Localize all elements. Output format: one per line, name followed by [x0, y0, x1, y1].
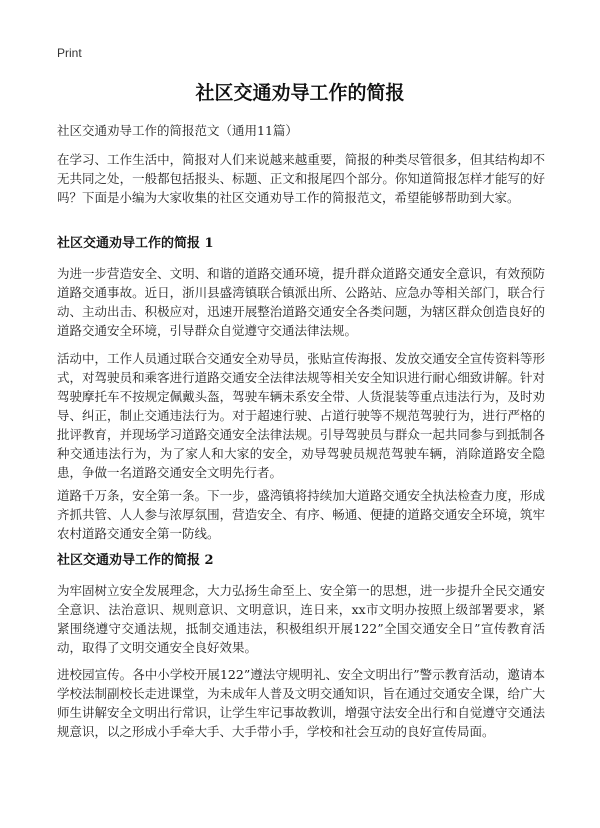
intro-paragraph: 在学习、工作生活中，简报对人们来说越来越重要，简报的种类尽管很多，但其结构却不无共同之处，一般都包括报头、标题、正文和报尾四个部分。你知道简报怎样才能写的好吗？下面是小编为大家收集的社区交通劝导工作的简报范文，希望能够帮助到大家。 — [57, 152, 545, 205]
section-paragraph: 为牢固树立安全发展理念，大力弘扬生命至上、安全第一的思想，进一步提升全民交通安全意识、法治意识、规则意识、文明意识，连日来，xx市文明办按照上级部署要求，紧紧围绕遵守交通法规，抵制交通违法，积极组织开展122”全国交通安全日”宣传教育活动，取得了文明交通安全良好效果。 — [57, 583, 545, 655]
section-paragraph: 道路千万条，安全第一条。下一步，盛湾镇将持续加大道路交通安全执法检查力度，形成齐抓共管、人人参与浓厚氛围，营造安全、有序、畅通、便捷的道路交通安全环境，筑牢农村道路交通安全第一防线。 — [57, 488, 545, 541]
document-subtitle: 社区交通劝导工作的简报范文（通用11篇） — [57, 123, 298, 138]
page-title: 社区交通劝导工作的简报 — [195, 82, 405, 104]
section-heading: 社区交通劝导工作的简报 2 — [57, 553, 214, 568]
print-link[interactable]: Print — [57, 46, 82, 60]
section-paragraph: 为进一步营造安全、文明、和谐的道路交通环境，提升群众道路交通安全意识，有效预防道路交通事故。近日，浙川县盛湾镇联合镇派出所、公路站、应急办等相关部门，联合行动、主动出击、积极应对，迅速开展整治道路交通安全各类问题，为辖区群众创造良好的道路交通安全环境，引导群众自觉遵守交通法律法规。 — [57, 266, 545, 338]
section-heading: 社区交通劝导工作的简报 1 — [57, 236, 214, 251]
section-paragraph: 活动中，工作人员通过联合交通安全劝导员，张贴宣传海报、发放交通安全宣传资料等形式，对驾驶员和乘客进行道路交通安全法律法规等相关安全知识进行耐心细致讲解。针对驾驶摩托车不按规定佩戴头盔，驾驶车辆未系安全带、人货混装等重点违法行为，及时劝导、纠正，制止交通违法行为。对于超速行驶、占道行驶等不规范驾驶行为，进行严格的批评教育，并现场学习道路交通安全法律法规。引导驾驶员与群众一起共同参与到抵制各种交通违法行为，为了家人和大家的安全，劝导驾驶员规范驾驶车辆，消除道路安全隐患，争做一名道路交通安全文明先行者。 — [57, 351, 545, 480]
section-paragraph: 进校园宣传。各中小学校开展122”遵法守规明礼、安全文明出行”警示教育活动，邀请本学校法制副校长走进课堂，为未成年人普及文明交通知识，旨在通过交通安全课，给广大师生讲解安全文明出行常识，让学生牢记事故教训，增强守法安全出行和自觉遵守交通法规意识，以之形成小手牵大手、大手带小手，学校和社会互动的良好宣传局面。 — [57, 667, 545, 739]
